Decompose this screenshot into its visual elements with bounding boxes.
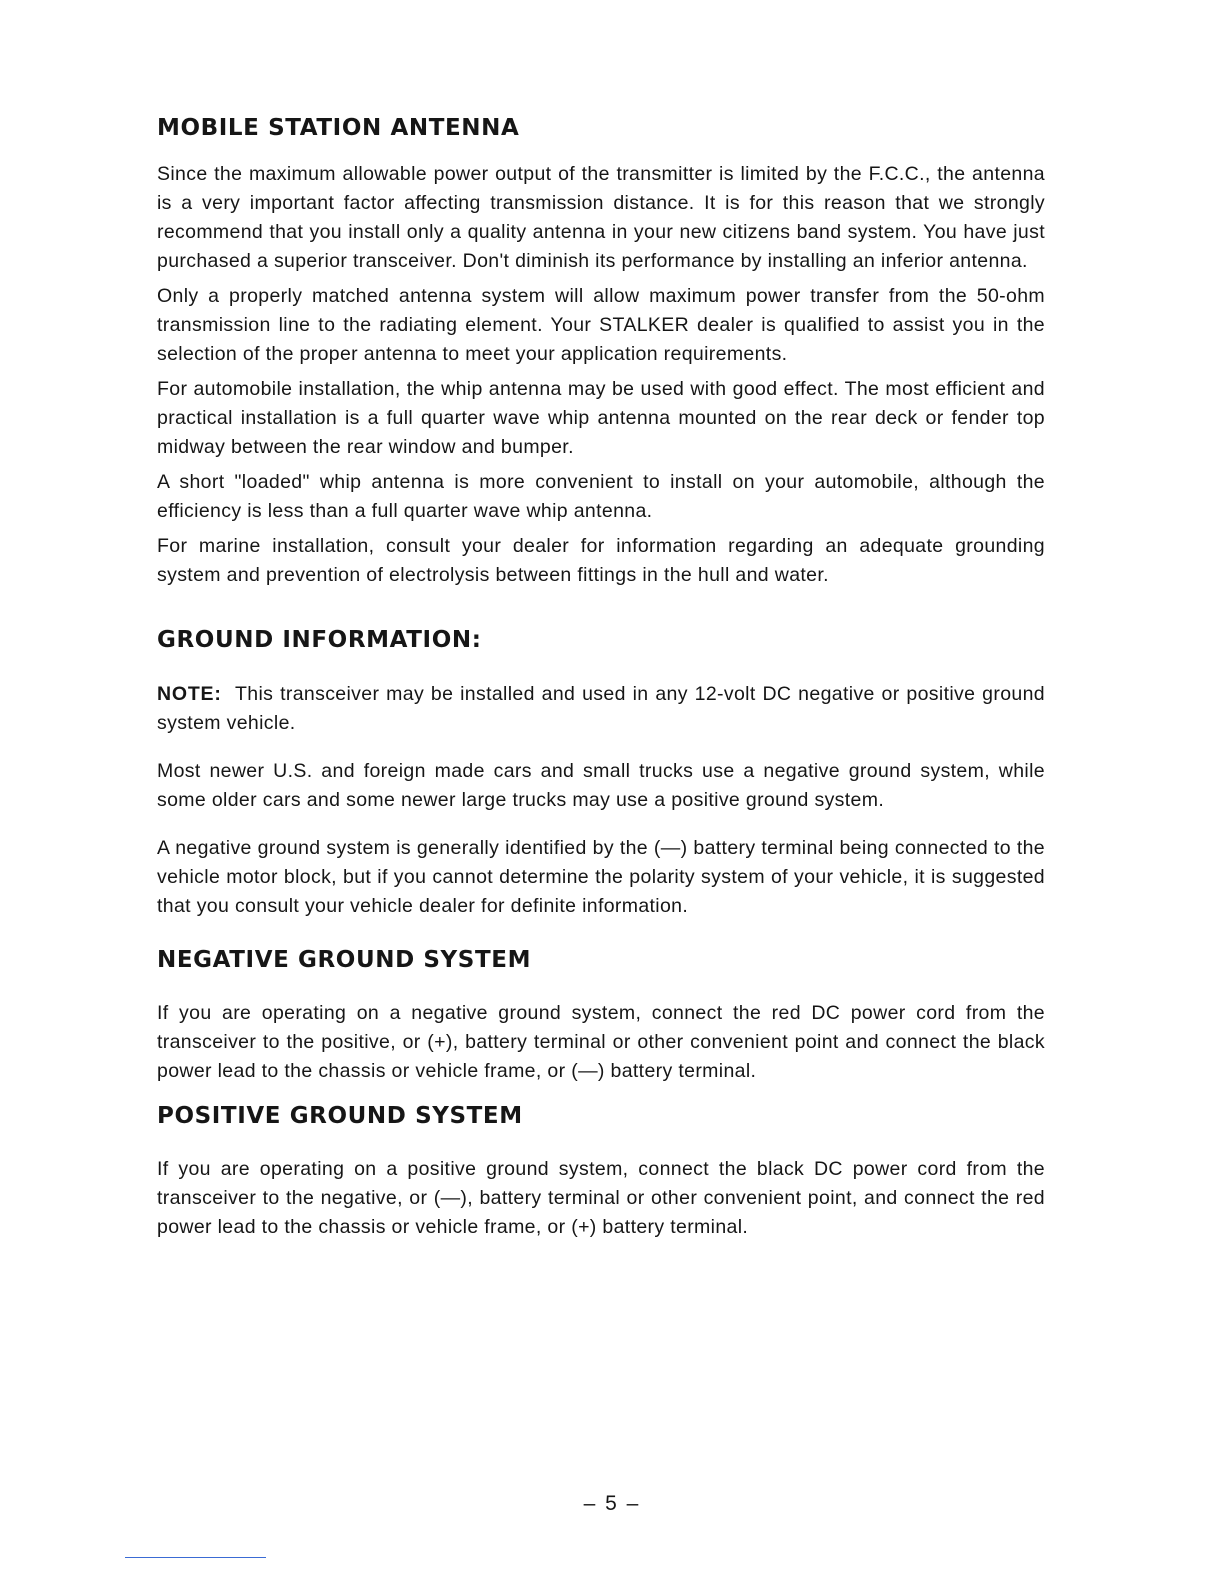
paragraph: Only a properly matched antenna system will allow maximum power transfer from the 50-ohm transmission line to the radiating element. Your STALKER dealer is qualified to assist you in the selection of the proper antenna to meet your application requirements. xyxy=(157,285,1045,365)
section-heading: MOBILE STATION ANTENNA xyxy=(157,115,520,141)
paragraph: If you are operating on a positive ground system, connect the black DC power cord from the transceiver to the negative, or (—), battery terminal or other convenient point, and connect the red power lead to the chassis or vehicle frame, or (+) battery terminal. xyxy=(157,1158,1045,1238)
paragraph: For marine installation, consult your dealer for information regarding an adequate grounding system and prevention of electrolysis between fittings in the hull and water. xyxy=(157,535,1045,586)
positive-ground-section xyxy=(157,1096,1045,1242)
section-heading: GROUND INFORMATION: xyxy=(157,627,482,653)
note-label: NOTE: xyxy=(157,683,222,705)
manual-page xyxy=(157,108,1045,1248)
section-heading: POSITIVE GROUND SYSTEM xyxy=(157,1103,523,1129)
paragraph: Since the maximum allowable power output of the transmitter is limited by the F.C.C., the antenna is a very important factor affecting transmission distance. It is for this reason that we strongly recommend that you install only a quality antenna in your new citizens band system. You have just purchased a superior transceiver. Don't diminish its performance by installing an inferior antenna. xyxy=(157,163,1045,272)
note-text: This transceiver may be installed and used in any 12-volt DC negative or positive ground system vehicle. xyxy=(157,683,1045,734)
paragraph: A short "loaded" whip antenna is more convenient to install on your automobile, although the efficiency is less than a full quarter wave whip antenna. xyxy=(157,471,1045,522)
footer-rule xyxy=(125,1557,266,1558)
note-paragraph xyxy=(157,680,1045,738)
paragraph: For automobile installation, the whip antenna may be used with good effect. The most efficient and practical installation is a full quarter wave whip antenna mounted on the rear deck or fender top midway between the rear window and bumper. xyxy=(157,378,1045,458)
paragraph: If you are operating on a negative ground system, connect the red DC power cord from the transceiver to the positive, or (+), battery terminal or other convenient point and connect the black power lead to the chassis or vehicle frame, or (—) battery terminal. xyxy=(157,1002,1045,1082)
mobile-station-antenna-section xyxy=(157,108,1045,590)
page-number: – 5 – xyxy=(583,1492,641,1515)
section-heading: NEGATIVE GROUND SYSTEM xyxy=(157,947,532,973)
ground-information-section xyxy=(157,620,1045,921)
paragraph: A negative ground system is generally identified by the (—) battery terminal being connected to the vehicle motor block, but if you cannot determine the polarity system of your vehicle, it is suggested that you consult your vehicle dealer for definite information. xyxy=(157,837,1045,917)
negative-ground-section xyxy=(157,940,1045,1086)
paragraph: Most newer U.S. and foreign made cars and small trucks use a negative ground system, while some older cars and some newer large trucks may use a positive ground system. xyxy=(157,760,1045,811)
